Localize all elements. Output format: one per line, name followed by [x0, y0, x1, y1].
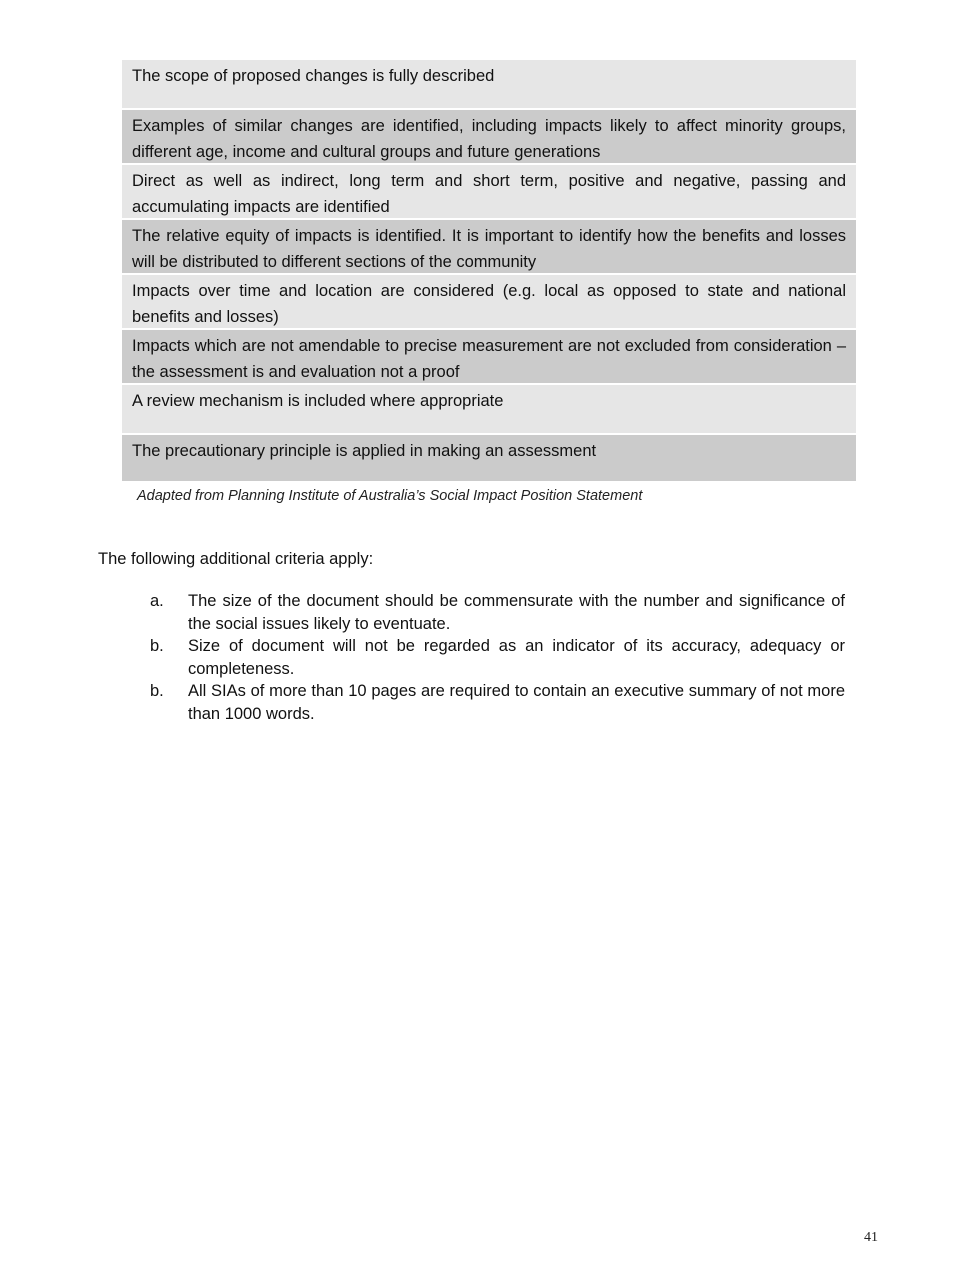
list-marker: a. — [150, 592, 164, 610]
list-item — [150, 680, 845, 725]
criteria-table — [122, 60, 856, 483]
table-row: Direct as well as indirect, long term and short term, positive and negative, passing and accumulating impacts are identified — [122, 165, 856, 220]
table-row: The precautionary principle is applied in making an assessment — [122, 435, 856, 483]
table-row: Impacts which are not amendable to precise measurement are not excluded from consideration – the assessment is and evaluation not a proof — [122, 330, 856, 385]
intro-paragraph: The following additional criteria apply: — [98, 550, 374, 568]
list-item-text: Size of document will not be regarded as an indicator of its accuracy, adequacy or completeness. — [188, 637, 845, 678]
list-item-text: The size of the document should be commensurate with the number and significance of the social issues likely to eventuate. — [188, 592, 845, 633]
list-marker: b. — [150, 637, 164, 655]
table-caption: Adapted from Planning Institute of Australia’s Social Impact Position Statement — [137, 488, 643, 504]
criteria-list — [150, 590, 845, 725]
table-row: Examples of similar changes are identified, including impacts likely to affect minority groups, different age, income and cultural groups and future generations — [122, 110, 856, 165]
page-number: 41 — [864, 1230, 878, 1245]
table-row: Impacts over time and location are considered (e.g. local as opposed to state and national benefits and losses) — [122, 275, 856, 330]
table-row: The scope of proposed changes is fully described — [122, 60, 856, 110]
list-item-text: All SIAs of more than 10 pages are required to contain an executive summary of not more than 1000 words. — [188, 682, 845, 723]
table-row: The relative equity of impacts is identified. It is important to identify how the benefits and losses will be distributed to different sections of the community — [122, 220, 856, 275]
list-item — [150, 590, 845, 635]
list-item — [150, 635, 845, 680]
table-row: A review mechanism is included where appropriate — [122, 385, 856, 435]
list-marker: b. — [150, 682, 164, 700]
